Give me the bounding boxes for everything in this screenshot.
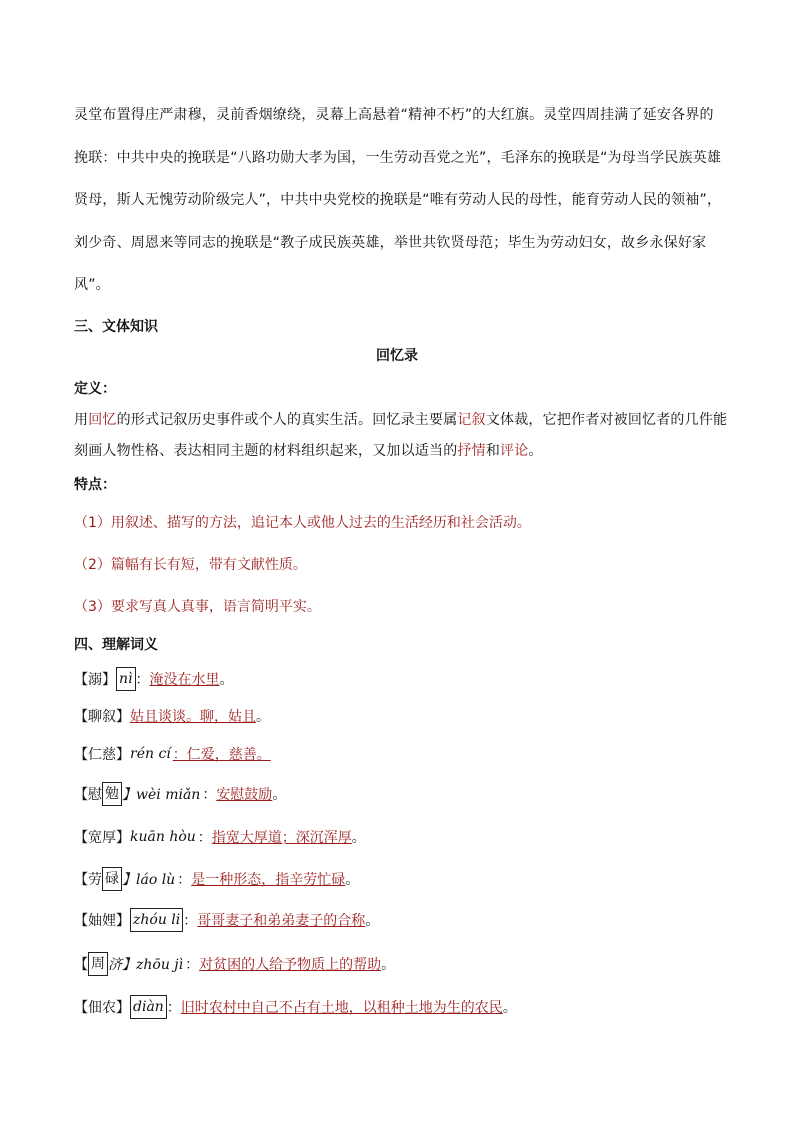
char-box: 碌 <box>102 867 122 891</box>
pinyin-box: diàn <box>130 995 167 1019</box>
vocab-definition: 是一种形态，指辛劳忙碌 <box>191 872 346 888</box>
vocab-sep: ： <box>185 957 200 973</box>
vocab-definition: ：仁爱，慈善。 <box>172 747 271 763</box>
vocab-sep: ： <box>183 913 198 929</box>
vocab-item <box>74 741 271 767</box>
definition-keyword: 记叙 <box>457 412 486 428</box>
vocab-end: 。 <box>272 787 287 803</box>
vocab-end: 。 <box>365 913 380 929</box>
char-box: 勉 <box>102 782 122 806</box>
vocab-item <box>74 951 395 977</box>
definition-part: 文体裁，它把作者对被回忆者的几件能刻画人物性格、表达相同主题的材料组织起来，又加以适当的 <box>74 412 728 459</box>
vocab-item <box>74 907 379 933</box>
vocab-item <box>74 994 517 1020</box>
vocab-word: 【劳 <box>74 872 102 888</box>
definition-part: 的形式记叙历史事件或个人的真实生活。回忆录主要属 <box>116 412 458 428</box>
vocab-word: 【妯娌】 <box>74 913 130 929</box>
vocab-definition: 姑且谈谈。聊，姑且 <box>130 709 256 725</box>
vocab-pinyin: 济】zhōu jì <box>108 957 184 973</box>
vocab-end: 。 <box>345 872 360 888</box>
vocab-pinyin: rén cí <box>130 746 171 762</box>
vocab-word: 【聊叙】 <box>74 709 130 725</box>
vocab-end: 。 <box>351 830 366 846</box>
vocab-sep: ： <box>177 872 192 888</box>
vocab-sep: ： <box>166 1000 181 1016</box>
feature-item: （2）篇幅有长有短，带有文献性质。 <box>74 557 307 573</box>
definition-keyword: 抒情 <box>457 443 486 459</box>
vocab-definition: 旧时农村中自己不占有土地，以租种土地为生的农民 <box>180 1000 503 1016</box>
vocab-end: 。 <box>502 1000 517 1016</box>
vocab-word: 【 <box>74 957 88 973</box>
vocab-end: 。 <box>256 709 270 725</box>
definition-part: 和 <box>485 443 501 459</box>
vocab-definition: 淹没在水里 <box>149 672 220 688</box>
definition-keyword: 评论 <box>500 443 529 459</box>
definition-label: 定义： <box>74 381 116 397</box>
definition-text <box>74 405 729 467</box>
eulogy-paragraph: 灵堂布置得庄严肃穆，灵前香烟缭绕，灵幕上高悬着“精神不朽”的大红旗。灵堂四周挂满了延安各界的挽联：中共中央的挽联是“八路功勋大孝为国，一生劳动吾党之光”，毛泽东的挽联是“为母当学民族英雄贤母，斯人无愧劳动阶级完人”，中共中央党校的挽联是“唯有劳动人民的母性，能育劳动人民的领袖”，刘少奇、周恩来等同志的挽联是“教子成民族英雄，举世共钦贤母范；毕生为劳动妇女，故乡永保好家风”。 <box>74 107 722 293</box>
vocab-pinyin: kuān hòu <box>130 829 196 845</box>
vocab-word: 【溺】 <box>74 672 116 688</box>
vocab-sep: ： <box>197 830 212 846</box>
vocab-definition: 哥哥妻子和弟弟妻子的合称 <box>197 913 366 929</box>
vocab-word: 【佃农】 <box>74 1000 130 1016</box>
vocab-end: 。 <box>219 672 234 688</box>
vocab-item <box>74 666 234 692</box>
section-heading-genre: 三、文体知识 <box>74 319 158 335</box>
pinyin-box: zhóu li <box>130 908 183 932</box>
vocab-definition: 指宽大厚道；深沉浑厚 <box>211 830 352 846</box>
feature-item: （3）要求写真人真事，语言简明平实。 <box>74 599 321 615</box>
vocab-word: 【仁慈】 <box>74 747 130 763</box>
definition-keyword: 回忆 <box>88 412 117 428</box>
vocab-definition: 对贫困的人给予物质上的帮助 <box>199 957 382 973</box>
vocab-word: 【宽厚】 <box>74 830 130 846</box>
vocab-end: 。 <box>381 957 396 973</box>
vocab-item <box>74 866 359 892</box>
vocab-sep: ： <box>135 672 150 688</box>
genre-title: 回忆录 <box>376 348 418 364</box>
vocab-pinyin: 】láo lù <box>122 872 176 888</box>
char-box: 周 <box>88 952 108 976</box>
definition-part: 。 <box>528 443 543 459</box>
pinyin-box: nì <box>116 667 136 691</box>
section-heading-vocab: 四、理解词义 <box>74 637 158 653</box>
features-label: 特点： <box>74 477 116 493</box>
vocab-item <box>74 781 286 807</box>
vocab-pinyin: 】wèi miǎn <box>122 787 201 803</box>
definition-part: 用 <box>74 412 89 428</box>
vocab-sep: ： <box>202 787 217 803</box>
vocab-word: 【慰 <box>74 787 102 803</box>
feature-item: （1）用叙述、描写的方法，追记本人或他人过去的生活经历和社会活动。 <box>74 515 531 531</box>
vocab-item <box>74 824 366 850</box>
vocab-item <box>74 703 270 729</box>
vocab-definition: 安慰鼓励 <box>216 787 273 803</box>
